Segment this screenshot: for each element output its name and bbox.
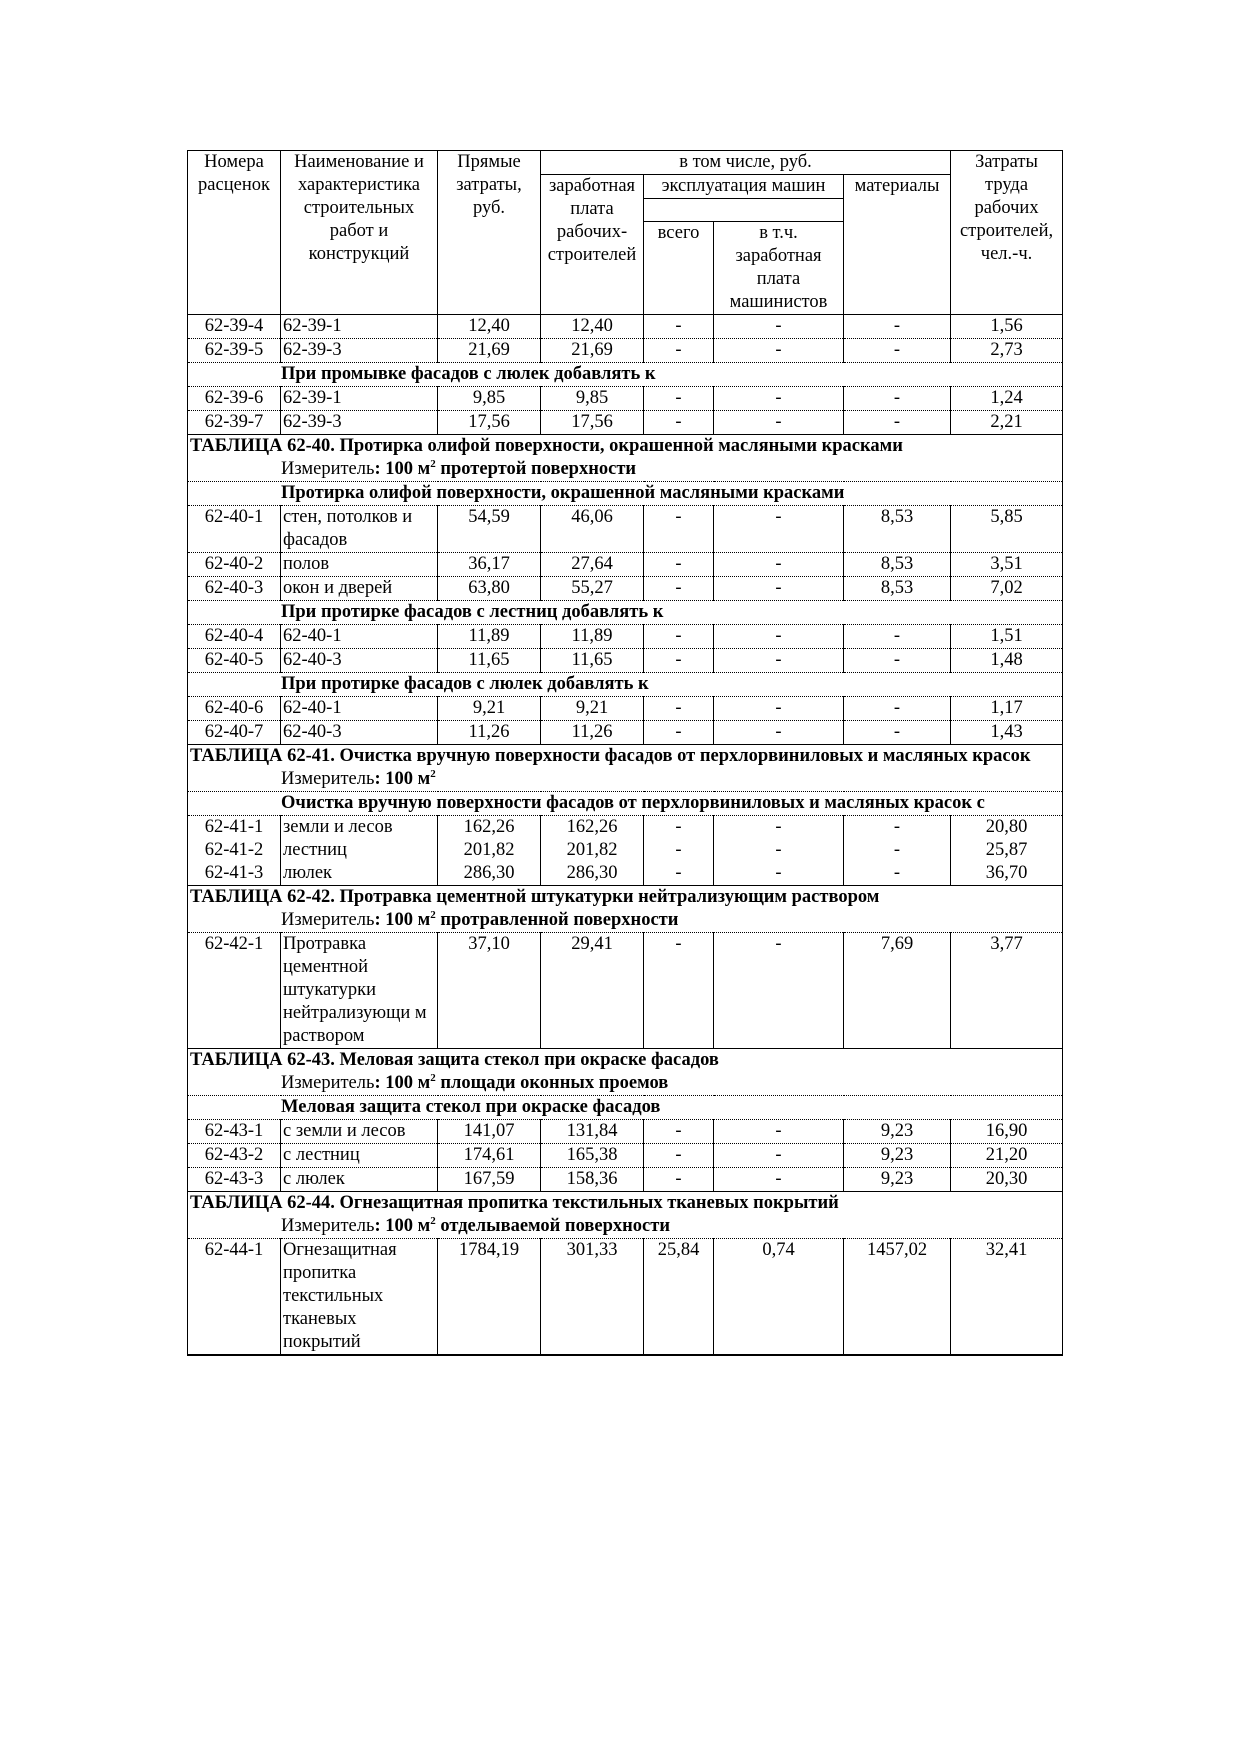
cell-labor: 5,85 bbox=[951, 506, 1063, 553]
table-row bbox=[188, 1144, 1063, 1168]
meter-value: : 100 м bbox=[374, 459, 431, 479]
header-wage: заработная плата рабочих-строителей bbox=[541, 175, 644, 315]
table-row bbox=[188, 553, 1063, 577]
cell-name: окон и дверей bbox=[281, 577, 438, 601]
cell-name: 62-40-1 bbox=[281, 625, 438, 649]
cell-wage: 17,56 bbox=[541, 411, 644, 435]
table-row bbox=[188, 387, 1063, 411]
cell-wage: 11,26 bbox=[541, 721, 644, 745]
cell-materials: - bbox=[844, 315, 951, 339]
cell-wage: 9,21 bbox=[541, 697, 644, 721]
meter-value: : 100 м bbox=[374, 1073, 431, 1093]
table-title: ТАБЛИЦА 62-42. Протравка цементной штукатурки нейтрализующим раствором bbox=[188, 886, 1063, 910]
cell-machine-wage: - bbox=[714, 1168, 844, 1192]
cell-materials: - bbox=[844, 339, 951, 363]
cell-labor: 36,70 bbox=[951, 862, 1063, 886]
table-row bbox=[188, 721, 1063, 745]
cell-labor: 7,02 bbox=[951, 577, 1063, 601]
table-title-row bbox=[188, 1192, 1063, 1216]
cell-direct: 12,40 bbox=[438, 315, 541, 339]
table-row bbox=[188, 1120, 1063, 1144]
cell-machine-total: - bbox=[644, 506, 714, 553]
cell-wage: 162,26 bbox=[541, 816, 644, 840]
meter-label: Измеритель bbox=[281, 1073, 375, 1093]
table-row bbox=[188, 339, 1063, 363]
meter-value: : 100 м bbox=[374, 1216, 431, 1236]
cell-name: 62-39-3 bbox=[281, 411, 438, 435]
cell-name: 62-40-1 bbox=[281, 697, 438, 721]
cell-name: с люлек bbox=[281, 1168, 438, 1192]
meter-row bbox=[188, 768, 1063, 792]
header-machine-total: всего bbox=[644, 222, 714, 315]
cell-machine-total: - bbox=[644, 411, 714, 435]
cell-materials: 9,23 bbox=[844, 1144, 951, 1168]
cell-code: 62-39-4 bbox=[188, 315, 281, 339]
subheading-row bbox=[188, 482, 1063, 506]
cell-machine-wage: 0,74 bbox=[714, 1239, 844, 1356]
cell-name: с земли и лесов bbox=[281, 1120, 438, 1144]
cell-code: 62-41-3 bbox=[188, 862, 281, 886]
cell-labor: 20,80 bbox=[951, 816, 1063, 840]
meter-unit-power: 2 bbox=[430, 1215, 436, 1227]
cell-machine-wage: - bbox=[714, 649, 844, 673]
cell-code: 62-43-2 bbox=[188, 1144, 281, 1168]
cell-materials: 1457,02 bbox=[844, 1239, 951, 1356]
cell-materials: - bbox=[844, 625, 951, 649]
cell-direct: 21,69 bbox=[438, 339, 541, 363]
meter-label: Измеритель bbox=[281, 1216, 375, 1236]
table-title: ТАБЛИЦА 62-44. Огнезащитная пропитка текстильных тканевых покрытий bbox=[188, 1192, 1063, 1216]
cell-labor: 1,24 bbox=[951, 387, 1063, 411]
cell-machine-wage: - bbox=[714, 553, 844, 577]
cell-machine-total: - bbox=[644, 933, 714, 1049]
cell-machine-total: - bbox=[644, 816, 714, 840]
cell-materials: 9,23 bbox=[844, 1120, 951, 1144]
cell-materials: 8,53 bbox=[844, 577, 951, 601]
cell-wage: 27,64 bbox=[541, 553, 644, 577]
header-code: Номера расценок bbox=[188, 151, 281, 315]
cell-direct: 286,30 bbox=[438, 862, 541, 886]
subheading-row bbox=[188, 792, 1063, 816]
meter-row bbox=[188, 909, 1063, 933]
table-row bbox=[188, 933, 1063, 1049]
cell-code: 62-44-1 bbox=[188, 1239, 281, 1356]
cell-labor: 16,90 bbox=[951, 1120, 1063, 1144]
meter bbox=[188, 909, 1063, 933]
cell-code: 62-41-1 bbox=[188, 816, 281, 840]
meter-unit-power: 2 bbox=[430, 909, 436, 921]
cell-wage: 9,85 bbox=[541, 387, 644, 411]
cell-labor: 25,87 bbox=[951, 839, 1063, 862]
header-including: в том числе, руб. bbox=[541, 151, 951, 175]
cell-machine-total: - bbox=[644, 625, 714, 649]
cell-labor: 1,56 bbox=[951, 315, 1063, 339]
cell-machine-wage: - bbox=[714, 315, 844, 339]
table-title: ТАБЛИЦА 62-43. Меловая защита стекол при окраске фасадов bbox=[188, 1049, 1063, 1073]
header-machine-wage: в т.ч. заработная плата машинистов bbox=[714, 222, 844, 315]
cell-code: 62-40-7 bbox=[188, 721, 281, 745]
cell-direct: 162,26 bbox=[438, 816, 541, 840]
cell-machine-total: - bbox=[644, 1168, 714, 1192]
meter bbox=[188, 1072, 1063, 1096]
cell-wage: 46,06 bbox=[541, 506, 644, 553]
cell-wage: 12,40 bbox=[541, 315, 644, 339]
cell-direct: 174,61 bbox=[438, 1144, 541, 1168]
subheading: Меловая защита стекол при окраске фасадов bbox=[188, 1096, 1063, 1120]
cell-name: стен, потолков и фасадов bbox=[281, 506, 438, 553]
cell-code: 62-40-6 bbox=[188, 697, 281, 721]
table-row bbox=[188, 697, 1063, 721]
table-row bbox=[188, 1168, 1063, 1192]
cell-code: 62-43-3 bbox=[188, 1168, 281, 1192]
cell-machine-wage: - bbox=[714, 1120, 844, 1144]
cell-code: 62-40-1 bbox=[188, 506, 281, 553]
rates-table bbox=[187, 150, 1063, 1356]
subheading: При промывке фасадов с люлек добавлять к bbox=[188, 363, 1063, 387]
cell-materials: 7,69 bbox=[844, 933, 951, 1049]
cell-name: земли и лесов bbox=[281, 816, 438, 840]
cell-machine-total: - bbox=[644, 315, 714, 339]
cell-machine-wage: - bbox=[714, 625, 844, 649]
cell-materials: - bbox=[844, 839, 951, 862]
cell-machine-wage: - bbox=[714, 577, 844, 601]
cell-direct: 63,80 bbox=[438, 577, 541, 601]
cell-materials: - bbox=[844, 697, 951, 721]
table-row bbox=[188, 816, 1063, 840]
meter bbox=[188, 1215, 1063, 1239]
cell-name: Протравка цементной штукатурки нейтрализующи м раствором bbox=[281, 933, 438, 1049]
cell-name: с лестниц bbox=[281, 1144, 438, 1168]
cell-direct: 9,85 bbox=[438, 387, 541, 411]
meter bbox=[188, 768, 1063, 792]
cell-direct: 141,07 bbox=[438, 1120, 541, 1144]
cell-direct: 1784,19 bbox=[438, 1239, 541, 1356]
cell-wage: 131,84 bbox=[541, 1120, 644, 1144]
meter-value: : 100 м bbox=[374, 769, 431, 789]
cell-name: 62-40-3 bbox=[281, 649, 438, 673]
cell-wage: 201,82 bbox=[541, 839, 644, 862]
cell-code: 62-39-6 bbox=[188, 387, 281, 411]
cell-machine-wage: - bbox=[714, 339, 844, 363]
table-row bbox=[188, 649, 1063, 673]
cell-machine-total: - bbox=[644, 387, 714, 411]
cell-direct: 11,89 bbox=[438, 625, 541, 649]
cell-direct: 167,59 bbox=[438, 1168, 541, 1192]
cell-name: лестниц bbox=[281, 839, 438, 862]
table-row bbox=[188, 411, 1063, 435]
subheading-row bbox=[188, 1096, 1063, 1120]
cell-code: 62-40-5 bbox=[188, 649, 281, 673]
header-machine: эксплуатация машин bbox=[644, 175, 844, 199]
cell-machine-total: - bbox=[644, 649, 714, 673]
cell-materials: - bbox=[844, 862, 951, 886]
subheading-row bbox=[188, 601, 1063, 625]
cell-machine-total: - bbox=[644, 577, 714, 601]
cell-materials: 8,53 bbox=[844, 553, 951, 577]
cell-wage: 11,65 bbox=[541, 649, 644, 673]
cell-direct: 36,17 bbox=[438, 553, 541, 577]
cell-machine-wage: - bbox=[714, 862, 844, 886]
cell-name: 62-39-1 bbox=[281, 315, 438, 339]
cell-labor: 3,51 bbox=[951, 553, 1063, 577]
cell-wage: 286,30 bbox=[541, 862, 644, 886]
cell-machine-wage: - bbox=[714, 816, 844, 840]
table-title-row bbox=[188, 1049, 1063, 1073]
cell-wage: 21,69 bbox=[541, 339, 644, 363]
header-name: Наименование и характеристика строительных работ и конструкций bbox=[281, 151, 438, 315]
cell-machine-wage: - bbox=[714, 506, 844, 553]
cell-name: Огнезащитная пропитка текстильных тканевых покрытий bbox=[281, 1239, 438, 1356]
meter-row bbox=[188, 1215, 1063, 1239]
cell-labor: 3,77 bbox=[951, 933, 1063, 1049]
cell-labor: 20,30 bbox=[951, 1168, 1063, 1192]
cell-labor: 2,21 bbox=[951, 411, 1063, 435]
subheading: Протирка олифой поверхности, окрашенной масляными красками bbox=[188, 482, 1063, 506]
cell-machine-wage: - bbox=[714, 697, 844, 721]
cell-materials: - bbox=[844, 816, 951, 840]
table-row bbox=[188, 506, 1063, 553]
cell-code: 62-40-3 bbox=[188, 577, 281, 601]
table-title-row bbox=[188, 745, 1063, 769]
cell-direct: 17,56 bbox=[438, 411, 541, 435]
meter-description: протертой поверхности bbox=[435, 459, 637, 479]
table-row bbox=[188, 315, 1063, 339]
header-labor: Затраты труда рабочих строителей, чел.-ч. bbox=[951, 151, 1063, 315]
cell-machine-wage: - bbox=[714, 933, 844, 1049]
cell-code: 62-41-2 bbox=[188, 839, 281, 862]
cell-name: 62-39-3 bbox=[281, 339, 438, 363]
cell-wage: 165,38 bbox=[541, 1144, 644, 1168]
cell-materials: - bbox=[844, 411, 951, 435]
cell-machine-wage: - bbox=[714, 721, 844, 745]
subheading-row bbox=[188, 363, 1063, 387]
cell-name: 62-39-1 bbox=[281, 387, 438, 411]
cell-machine-total: - bbox=[644, 1144, 714, 1168]
cell-name: полов bbox=[281, 553, 438, 577]
cell-wage: 11,89 bbox=[541, 625, 644, 649]
cell-materials: 8,53 bbox=[844, 506, 951, 553]
table-title: ТАБЛИЦА 62-40. Протирка олифой поверхности, окрашенной масляными красками bbox=[188, 435, 1063, 459]
meter-row bbox=[188, 458, 1063, 482]
cell-direct: 37,10 bbox=[438, 933, 541, 1049]
table-row bbox=[188, 577, 1063, 601]
cell-code: 62-39-5 bbox=[188, 339, 281, 363]
cell-code: 62-42-1 bbox=[188, 933, 281, 1049]
table-header bbox=[188, 151, 1063, 315]
cell-machine-total: - bbox=[644, 721, 714, 745]
meter-row bbox=[188, 1072, 1063, 1096]
header-direct: Прямые затраты, руб. bbox=[438, 151, 541, 315]
meter-label: Измеритель bbox=[281, 769, 375, 789]
cell-materials: 9,23 bbox=[844, 1168, 951, 1192]
cell-code: 62-39-7 bbox=[188, 411, 281, 435]
meter-unit-power: 2 bbox=[430, 1072, 436, 1084]
cell-direct: 54,59 bbox=[438, 506, 541, 553]
cell-wage: 158,36 bbox=[541, 1168, 644, 1192]
cell-labor: 21,20 bbox=[951, 1144, 1063, 1168]
table-body bbox=[188, 315, 1063, 1356]
subheading: При протирке фасадов с люлек добавлять к bbox=[188, 673, 1063, 697]
meter-label: Измеритель bbox=[281, 459, 375, 479]
table-row bbox=[188, 1239, 1063, 1356]
cell-direct: 9,21 bbox=[438, 697, 541, 721]
table-title-row bbox=[188, 886, 1063, 910]
header-materials: материалы bbox=[844, 175, 951, 315]
table-row bbox=[188, 625, 1063, 649]
meter bbox=[188, 458, 1063, 482]
cell-materials: - bbox=[844, 721, 951, 745]
meter-description: площади оконных проемов bbox=[435, 1073, 669, 1093]
table-row bbox=[188, 839, 1063, 862]
cell-machine-total: - bbox=[644, 339, 714, 363]
table-title-row bbox=[188, 435, 1063, 459]
cell-name: люлек bbox=[281, 862, 438, 886]
subheading: Очистка вручную поверхности фасадов от перхлорвиниловых и масляных красок с bbox=[188, 792, 1063, 816]
cell-code: 62-40-4 bbox=[188, 625, 281, 649]
subheading: При протирке фасадов с лестниц добавлять к bbox=[188, 601, 1063, 625]
cell-machine-total: 25,84 bbox=[644, 1239, 714, 1356]
cell-code: 62-40-2 bbox=[188, 553, 281, 577]
cell-wage: 55,27 bbox=[541, 577, 644, 601]
cell-labor: 2,73 bbox=[951, 339, 1063, 363]
cell-labor: 1,43 bbox=[951, 721, 1063, 745]
cell-code: 62-43-1 bbox=[188, 1120, 281, 1144]
cell-machine-total: - bbox=[644, 1120, 714, 1144]
meter-label: Измеритель bbox=[281, 910, 375, 930]
cell-labor: 1,51 bbox=[951, 625, 1063, 649]
cell-machine-total: - bbox=[644, 697, 714, 721]
cell-labor: 32,41 bbox=[951, 1239, 1063, 1356]
cell-machine-wage: - bbox=[714, 1144, 844, 1168]
cell-wage: 301,33 bbox=[541, 1239, 644, 1356]
cell-labor: 1,48 bbox=[951, 649, 1063, 673]
meter-unit-power: 2 bbox=[430, 458, 436, 470]
meter-description: отделываемой поверхности bbox=[435, 1216, 670, 1236]
cell-direct: 11,65 bbox=[438, 649, 541, 673]
cell-name: 62-40-3 bbox=[281, 721, 438, 745]
meter-unit-power: 2 bbox=[430, 768, 436, 780]
meter-value: : 100 м bbox=[374, 910, 431, 930]
cell-machine-total: - bbox=[644, 553, 714, 577]
cell-machine-total: - bbox=[644, 839, 714, 862]
cell-machine-wage: - bbox=[714, 411, 844, 435]
cell-labor: 1,17 bbox=[951, 697, 1063, 721]
cell-machine-wage: - bbox=[714, 839, 844, 862]
meter-description: протравленной поверхности bbox=[435, 910, 679, 930]
cell-direct: 11,26 bbox=[438, 721, 541, 745]
subheading-row bbox=[188, 673, 1063, 697]
cell-machine-wage: - bbox=[714, 387, 844, 411]
cell-direct: 201,82 bbox=[438, 839, 541, 862]
table-row bbox=[188, 862, 1063, 886]
cell-materials: - bbox=[844, 387, 951, 411]
cell-wage: 29,41 bbox=[541, 933, 644, 1049]
table-title: ТАБЛИЦА 62-41. Очистка вручную поверхности фасадов от перхлорвиниловых и масляных красок bbox=[188, 745, 1063, 769]
cell-materials: - bbox=[844, 649, 951, 673]
cell-machine-total: - bbox=[644, 862, 714, 886]
